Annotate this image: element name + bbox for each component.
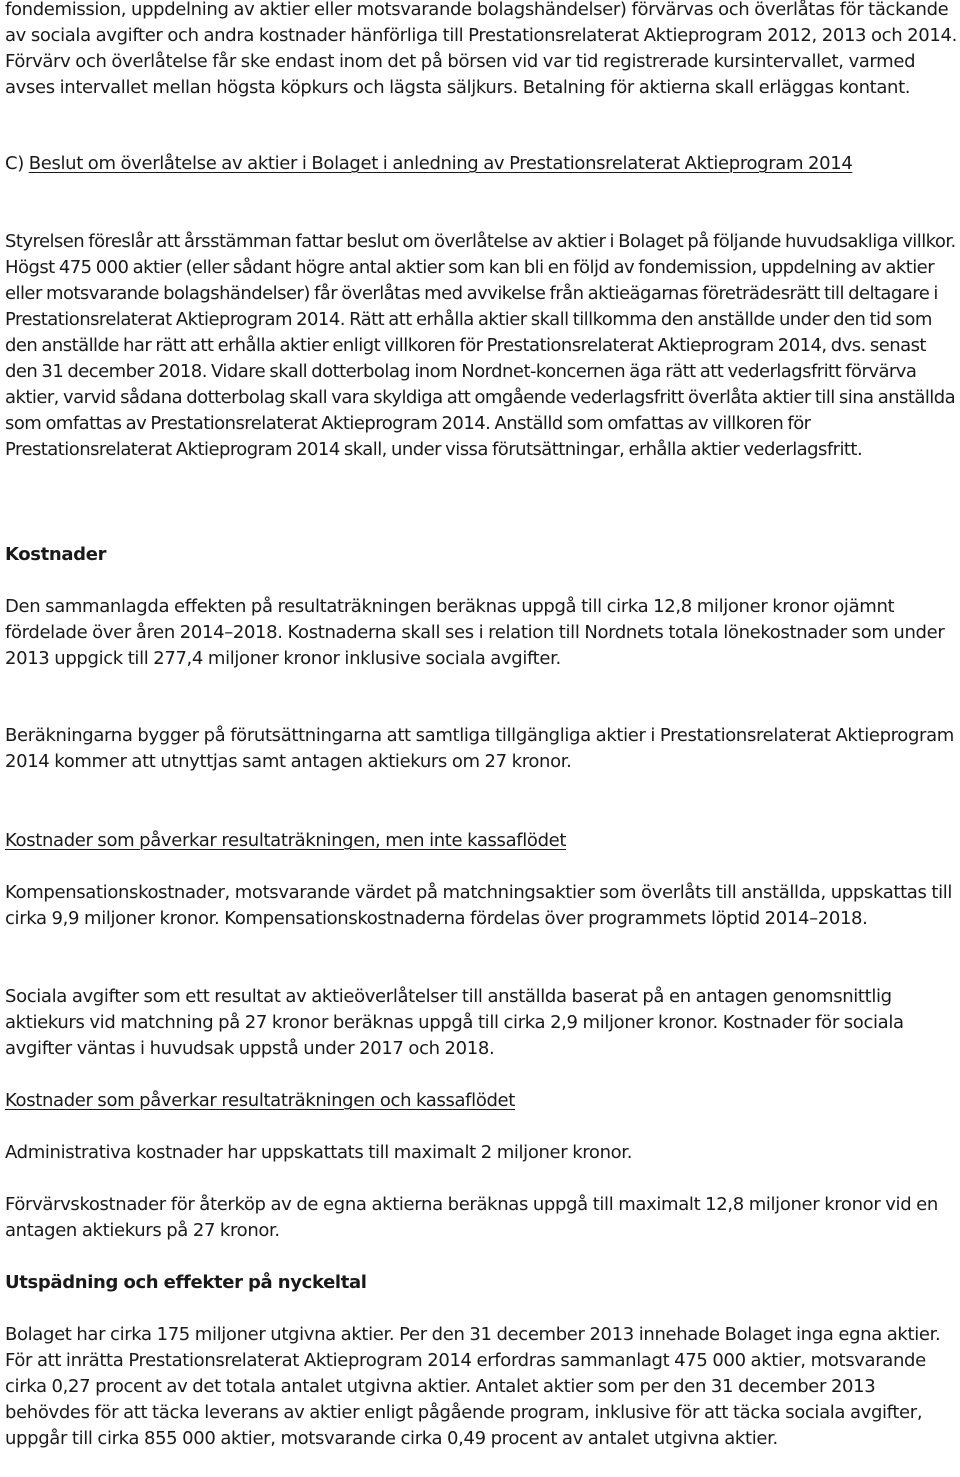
social-fees-paragraph: Sociala avgifter som ett resultat av aktieöverlåtelser till anställda baserat på en antagen genomsnittlig aktiekurs vid matchning på 27 kronor beräknas uppgå till cirka 2,9 miljoner kronor. Kostnader för sociala avgifter väntas i huvudsak uppstå under 2017 och 2018. [5,986,904,1059]
dilution-paragraph: Bolaget har cirka 175 miljoner utgivna aktier. Per den 31 december 2013 innehade Bolaget inga egna aktier. För att inrätta Prestationsrelaterat Aktieprogram 2014 erfordras sammanlagt 475 000 aktier, motsvarande cirka 0,27 procent av det totala antalet utgivna aktier. Antalet aktier som per den 31 december 2013 behövdes för att täcka leverans av aktier enligt pågående program, inklusive för att täcka sociala avgifter, uppgår till cirka 855 000 aktier, motsvarande cirka 0,49 procent av antalet utgivna aktier. [5,1324,941,1449]
kostnader-paragraph-1: Den sammanlagda effekten på resultaträkningen beräknas uppgå till cirka 12,8 miljoner kronor ojämnt fördelade över åren 2014–2018. Kostnaderna skall ses i relation till Nordnets totala lönekostnader som under 2013 uppgick till 277,4 miljoner kronor inklusive sociala avgifter. [5,596,945,669]
kostnader-heading: Kostnader [5,544,107,565]
subheading-cashflow: Kostnader som påverkar resultaträkningen och kassaflödet [5,1090,515,1111]
compensation-paragraph: Kompensationskostnader, motsvarande värdet på matchningsaktier som överlåts till anställda, uppskattas till cirka 9,9 miljoner kronor. Kompensationskostnaderna fördelas över programmets löptid 2014–2018. [5,882,953,929]
kostnader-paragraph-2: Beräkningarna bygger på förutsättningarna att samtliga tillgängliga aktier i Prestationsrelaterat Aktieprogram 2014 kommer att utnyttjas samt antagen aktiekurs om 27 kronor. [5,725,954,772]
dilution-heading: Utspädning och effekter på nyckeltal [5,1272,367,1293]
subheading-not-cashflow: Kostnader som påverkar resultaträkningen, men inte kassaflödet [5,830,567,851]
section-c-prefix: C) [5,153,29,174]
intro-paragraph: fondemission, uppdelning av aktier eller motsvarande bolagshändelser) förvärvas och överlåtas för täckande av sociala avgifter och andra kostnader hänförliga till Prestationsrelaterat Aktieprogram 2012, 2013 och 2014. Förvärv och överlåtelse får ske endast inom det på börsen vid var tid registrerade kursintervallet, varmed avses intervallet mellan högsta köpkurs och lägsta säljkurs. Betalning för aktierna skall erläggas kontant. [5,0,957,98]
section-c-body: Styrelsen föreslår att årsstämman fattar beslut om överlåtelse av aktier i Bolaget på följande huvudsakliga villkor. Högst 475 000 aktier (eller sådant högre antal aktier som kan bli en följd av fondemission, uppdelning av aktier eller motsvarande bolagshändelser) får överlåtas med avvikelse från aktieägarnas företrädesrätt till deltagare i Prestationsrelaterat Aktieprogram 2014. Rätt att erhålla aktier skall tillkomma den anställde under den tid som den anställde har rätt att erhålla aktier enligt villkoren för Prestationsrelaterat Aktieprogram 2014, dvs. senast den 31 december 2018. Vidare skall dotterbolag inom Nordnet-koncernen äga rätt att vederlagsfritt förvärva aktier, varvid sådana dotterbolag skall vara skyldiga att omgående vederlagsfritt överlåta aktier till sina anställda som omfattas av Prestationsrelaterat Aktieprogram 2014. Anställd som omfattas av villkoren för Prestationsrelaterat Aktieprogram 2014 skall, under vissa förutsättningar, erhålla aktier vederlagsfritt. [5,231,956,460]
acquisition-costs-paragraph: Förvärvskostnader för återköp av de egna aktierna beräknas uppgå till maximalt 12,8 miljoner kronor vid en antagen aktiekurs på 27 kronor. [5,1194,938,1241]
admin-costs-paragraph: Administrativa kostnader har uppskattats till maximalt 2 miljoner kronor. [5,1142,633,1163]
section-c-heading-text: Beslut om överlåtelse av aktier i Bolaget i anledning av Prestationsrelaterat Aktieprogram 2014 [28,153,853,174]
section-c-heading [5,151,957,177]
